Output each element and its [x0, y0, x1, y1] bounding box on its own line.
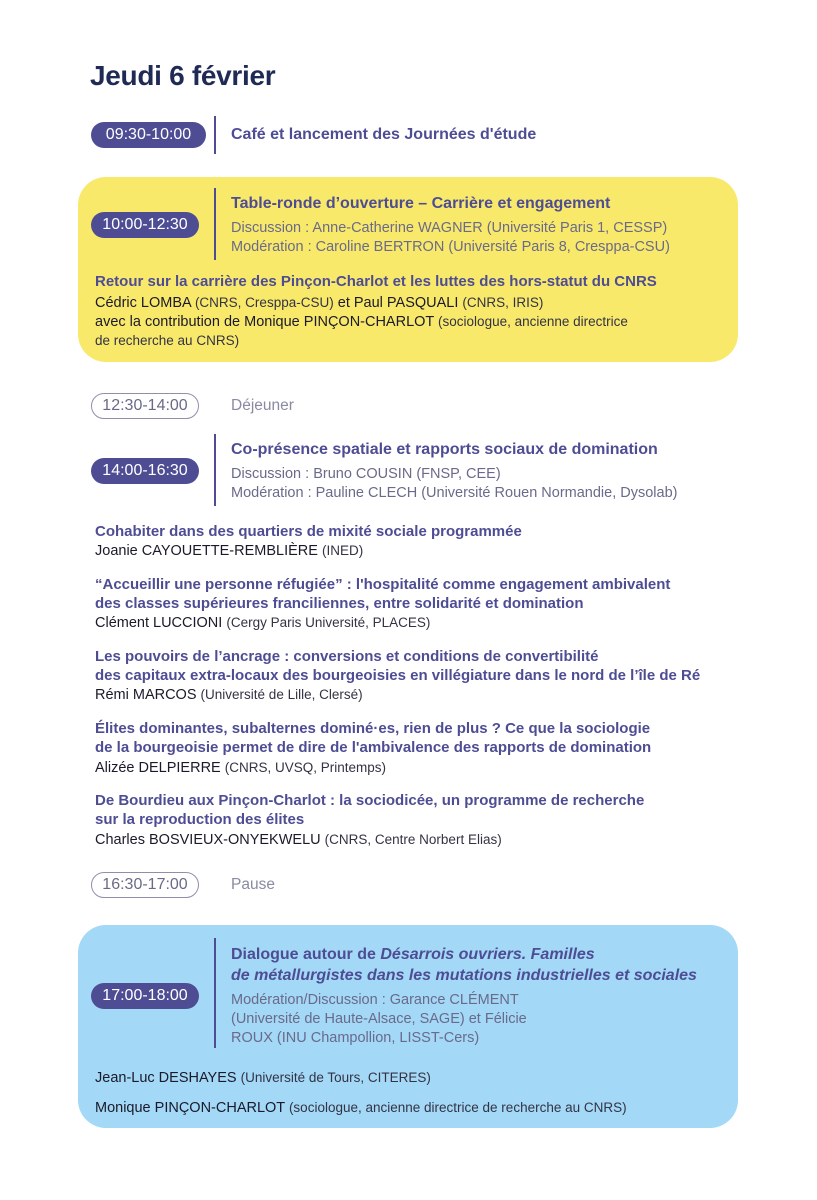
talk-speaker — [95, 830, 502, 850]
talk-title-line2: sur la reproduction des élites — [95, 811, 305, 828]
talk-title: Les pouvoirs de l’ancrage : conversions et conditions de convertibilité — [95, 648, 599, 665]
talk-title-line2: de la bourgeoisie permet de dire de l'ambivalence des rapports de domination — [95, 739, 652, 756]
speaker-affiliation: (INED) — [321, 543, 364, 558]
time-badge-1630: 16:30-17:00 — [91, 872, 199, 898]
speaker-name: Cédric LOMBA — [95, 295, 191, 311]
time-badge-1400: 14:00-16:30 — [91, 458, 199, 484]
speaker-name: Jean-Luc DESHAYES — [95, 1070, 237, 1086]
speaker-affiliation: (CNRS, Centre Norbert Elias) — [324, 832, 502, 847]
session-title-dejeuner: Déjeuner — [231, 397, 294, 414]
talk-speaker — [95, 613, 430, 633]
session-moderation-line2: (Université de Haute-Alsace, SAGE) et Félicie — [231, 1011, 527, 1027]
day-title: Jeudi 6 février — [90, 60, 276, 91]
speaker-affiliation: (Cergy Paris Université, PLACES) — [226, 615, 431, 630]
session-divider — [214, 434, 216, 506]
talk-speaker — [95, 541, 363, 561]
talk-title: “Accueillir une personne réfugiée” : l'hospitalité comme engagement ambivalent — [95, 576, 671, 593]
time-badge-0930: 09:30-10:00 — [91, 122, 206, 148]
speaker-name: Paul PASQUALI — [353, 295, 459, 311]
speaker-affiliation: (sociologue, ancienne directrice de recherche au CNRS) — [288, 1100, 627, 1115]
talk-title-line2: des capitaux extra-locaux des bourgeoisies en villégiature dans le nord de l’île de Ré — [95, 667, 701, 684]
session-title-table-ronde: Table-ronde d’ouverture – Carrière et engagement — [231, 195, 611, 212]
session-divider — [214, 938, 216, 1048]
contribution-affiliation: de recherche au CNRS) — [95, 333, 240, 348]
time-badge-1000: 10:00-12:30 — [91, 212, 199, 238]
talk-title: Élites dominantes, subalternes dominé·es, rien de plus ? Ce que la sociologie — [95, 720, 651, 737]
contribution-affiliation: (sociologue, ancienne directrice — [438, 314, 628, 329]
speaker-conjunction: et — [337, 295, 350, 311]
contribution-text: avec la contribution de Monique PINÇON-CHARLOT — [95, 314, 435, 330]
talk-contribution — [95, 312, 628, 332]
talk-title: De Bourdieu aux Pinçon-Charlot : la sociodicée, un programme de recherche — [95, 792, 645, 809]
session-discussion: Discussion : Bruno COUSIN (FNSP, CEE) — [231, 466, 501, 482]
speaker-name: Monique PINÇON-CHARLOT — [95, 1100, 285, 1116]
book-title-line2: de métallurgistes dans les mutations industrielles et sociales — [231, 967, 697, 984]
time-badge-1230: 12:30-14:00 — [91, 393, 199, 419]
speaker-name: Clément LUCCIONI — [95, 615, 223, 631]
talk-contribution-cont — [95, 331, 239, 351]
time-badge-1700: 17:00-18:00 — [91, 983, 199, 1009]
session-moderation: Modération/Discussion : Garance CLÉMENT — [231, 992, 519, 1008]
speaker-name: Joanie CAYOUETTE-REMBLIÈRE — [95, 543, 318, 559]
session-moderation: Modération : Pauline CLECH (Université Rouen Normandie, Dysolab) — [231, 485, 678, 501]
session-divider — [214, 188, 216, 260]
dialogue-speaker — [95, 1068, 431, 1088]
speaker-name: Rémi MARCOS — [95, 687, 197, 703]
talk-speakers — [95, 293, 543, 313]
session-divider — [214, 116, 216, 154]
session-discussion: Discussion : Anne-Catherine WAGNER (Université Paris 1, CESSP) — [231, 220, 668, 236]
talk-speaker — [95, 685, 363, 705]
talk-title: Cohabiter dans des quartiers de mixité sociale programmée — [95, 523, 522, 540]
session-moderation: Modération : Caroline BERTRON (Université Paris 8, Cresppa-CSU) — [231, 239, 670, 255]
speaker-affiliation: (CNRS, UVSQ, Printemps) — [224, 760, 387, 775]
dialogue-speaker — [95, 1098, 627, 1118]
session-title-copresence: Co-présence spatiale et rapports sociaux de domination — [231, 441, 658, 458]
talk-title-line2: des classes supérieures franciliennes, entre solidarité et domination — [95, 595, 584, 612]
speaker-affiliation: (Université de Lille, Clersé) — [200, 687, 363, 702]
session-title-dialogue — [231, 946, 595, 964]
talk-title: Retour sur la carrière des Pinçon-Charlot et les luttes des hors-statut du CNRS — [95, 273, 657, 290]
dialogue-prefix: Dialogue autour de — [231, 946, 376, 963]
book-title: Désarrois ouvriers. Familles — [380, 946, 595, 963]
speaker-affiliation: (CNRS, Cresppa-CSU) — [194, 295, 334, 310]
speaker-affiliation: (CNRS, IRIS) — [462, 295, 544, 310]
talk-speaker — [95, 758, 386, 778]
session-moderation-line3: ROUX (INU Champollion, LISST-Cers) — [231, 1030, 480, 1046]
speaker-name: Charles BOSVIEUX-ONYEKWELU — [95, 832, 321, 848]
session-title-cafe: Café et lancement des Journées d'étude — [231, 126, 537, 143]
session-title-pause: Pause — [231, 876, 275, 893]
speaker-name: Alizée DELPIERRE — [95, 760, 221, 776]
speaker-affiliation: (Université de Tours, CITERES) — [240, 1070, 431, 1085]
